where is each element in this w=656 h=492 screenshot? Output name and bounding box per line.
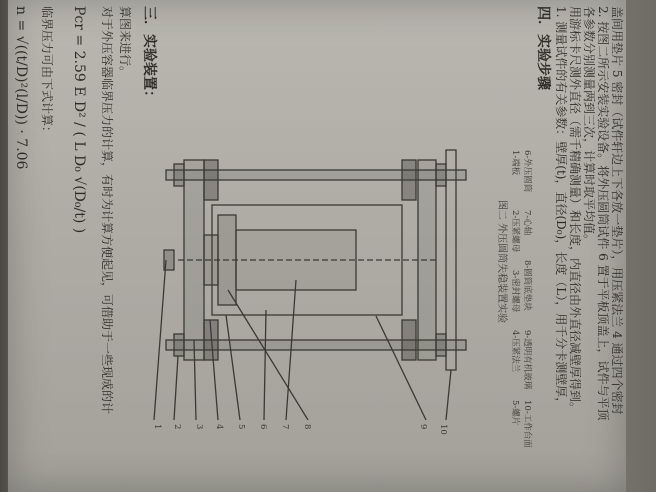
- legend-2: 2-压紧螺母: [510, 210, 520, 253]
- legend-9: 9-透明有机玻璃: [522, 330, 532, 390]
- intro-text: 临界压力可由下式计算：: [40, 6, 54, 139]
- body-text-1: 对于外压容器临界压力的计算，有时为计算方便起见，可借助于一些现成的计: [100, 6, 114, 415]
- legend-3: 3-密封螺母: [510, 270, 520, 313]
- legend-4: 4-压紧法兰: [510, 330, 520, 373]
- callout-5: 5: [236, 424, 246, 430]
- step1-line1: 1. 测量试件的有关参数：壁厚(t)，直径(D₀)，长度（L），用千分卡测壁厚，: [554, 6, 568, 410]
- figure-caption: 图二 外压圆筒失稳装置实验: [496, 200, 507, 324]
- callout-1: 1: [152, 424, 162, 430]
- bolt-left: [166, 170, 466, 180]
- legend-7: 7-心轴: [522, 210, 532, 236]
- callout-8: 8: [302, 424, 312, 430]
- work-table: [446, 150, 456, 370]
- callout-7: 7: [280, 424, 290, 430]
- nut-right-top: [174, 334, 184, 356]
- callout-9: 9: [418, 424, 428, 430]
- legend-8: 8-圆筒底垫块: [522, 260, 532, 311]
- legend-6: 6-外压圆筒: [522, 150, 532, 193]
- callout-3: 3: [194, 424, 204, 430]
- nut-left-top: [174, 164, 184, 186]
- end-plate: [184, 160, 204, 360]
- nut-right-bottom: [436, 334, 446, 356]
- formula-pcr: Pcr = 2.59 E D² / ( L D₀ √(D₀/t) ): [71, 6, 87, 234]
- step1-line3: 各参数分别测量两到三次，计算时取平均值。: [582, 6, 596, 247]
- step2-line1: 2. 按图二所示安装实验设备。将外压圆筒试件 6 置于平板顶盖上，试件与平顶: [596, 6, 610, 421]
- legend-10: 10-工作台面: [522, 400, 532, 448]
- callout-4: 4: [214, 424, 224, 430]
- bolt-right: [166, 340, 466, 350]
- step2-line2: 盖间用垫片 5 密封（试件轩边上下各放一垫片），用压紧法兰 4 通过四个密封: [610, 6, 624, 415]
- callout-2: 2: [172, 424, 182, 430]
- document-page: [8, 0, 626, 492]
- apparatus-diagram: [136, 120, 496, 420]
- formula-n: n = √((t/D)²(l/D)) · 7.06: [13, 6, 29, 170]
- rotated-page-content: [8, 0, 626, 492]
- section-heading-apparatus: 三．实验装置：: [141, 6, 157, 104]
- callout-10: 10: [438, 424, 448, 435]
- body-text-2: 算图来进行。: [118, 6, 132, 79]
- nut-left-bottom: [436, 164, 446, 186]
- callout-6: 6: [258, 424, 268, 430]
- section-heading-steps: 四．实验步骤: [535, 6, 551, 90]
- legend-1: 1-端板: [510, 150, 520, 176]
- step1-line2: 用游标卡尺测外直径（需千精确测量）和长度，内直径由外直径减壁厚得到。: [568, 6, 582, 415]
- legend-5: 5-螺片: [510, 400, 520, 426]
